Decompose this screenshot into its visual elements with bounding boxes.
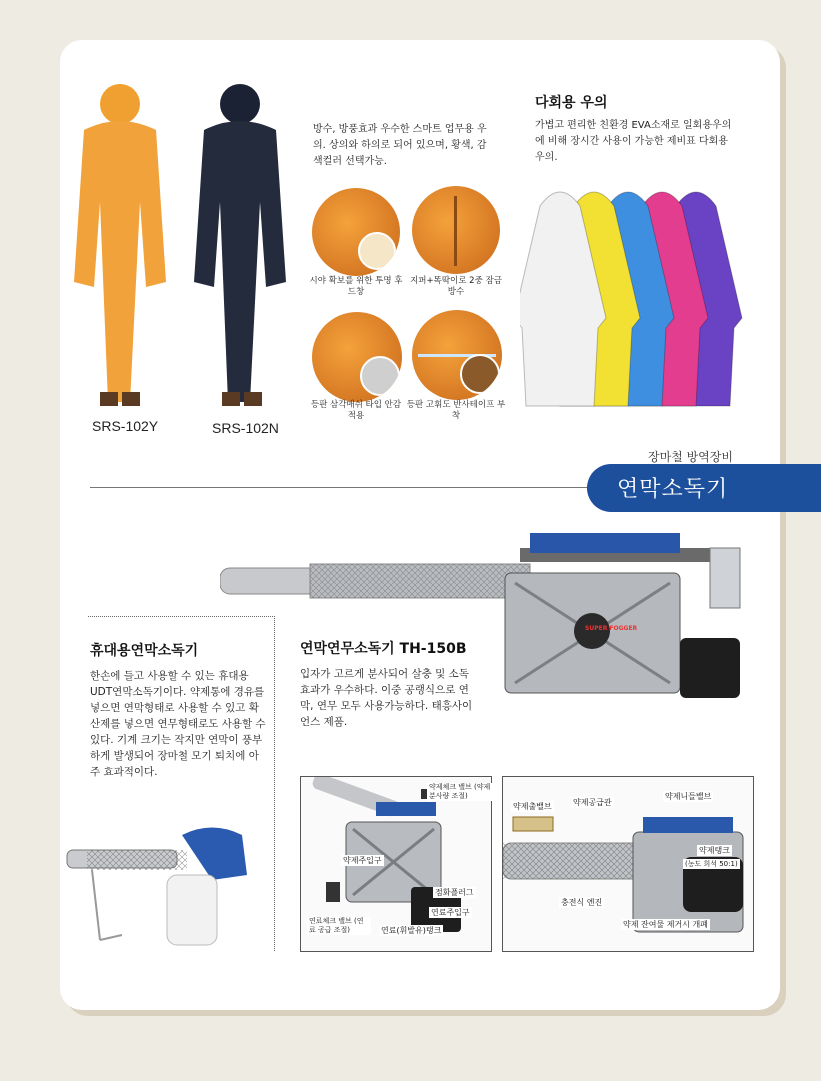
portable-fogger-image (62, 815, 262, 950)
section-title: 연막소독기 (617, 477, 729, 502)
model-label-navy: SRS-102N (212, 420, 279, 436)
diagram-left (300, 776, 492, 952)
diagram-right-label-3: 약제탱크 (699, 846, 730, 855)
feature-photo-reflective (412, 310, 502, 400)
portable-description: 한손에 들고 사용할 수 있는 휴대용 UDT연막소독기이다. 약제통에 경유를 넣으면 연막형태로 사용할 수 있고 확산제를 넣으면 연무형태로도 사용할 수 있다. 기계 크기는 작지만 연막이 풍부하게 발생되어 장마철 모기 퇴치에 아주 효과적이다. (90, 670, 266, 778)
diagram-left-label-5: 연료(휘발유)탱크 (381, 926, 442, 935)
disposable-title: 다회용 우의 (535, 95, 608, 111)
feature-label-2: 지퍼+똑딱이로 2중 잠금 방수 (410, 276, 502, 297)
feature-label-4: 등판 고휘도 반사테이프 부착 (406, 400, 506, 421)
section-subtitle: 장마철 방역장비 (648, 450, 733, 464)
diagram-right-label-0: 약제출밸브 (513, 802, 552, 811)
diagram-left-label-0: 약제체크 밸브 (약제 분사량 조절) (427, 783, 493, 801)
diagram-right-label-1: 약제공급관 (573, 798, 612, 807)
section-banner (587, 464, 821, 512)
diagram-right-label-2: 약제니들밸브 (665, 792, 712, 801)
fogger-description: 입자가 고르게 분사되어 살충 및 소독효과가 우수하다. 이중 공랭식으로 연막, 연무 모두 사용가능하다. 태흥사이언스 제품. (300, 668, 473, 728)
feature-photo-hood (312, 188, 400, 276)
portable-side-rule (274, 616, 275, 951)
diagram-left-label-3: 연료주입구 (431, 908, 470, 917)
diagram-right-label-6: 약제 잔여물 제거시 개폐 (623, 920, 708, 929)
feature-label-3: 등판 삼각매쉬 타입 안감 적용 (310, 400, 402, 421)
portable-top-rule (88, 616, 275, 617)
feature-photo-mesh (312, 312, 402, 402)
diagram-left-label-1: 약제주입구 (343, 856, 382, 865)
raincoat-yellow-image (70, 82, 170, 417)
diagram-left-label-2: 점화플러그 (435, 888, 474, 897)
diagram-right-label-5: 충전식 엔진 (561, 898, 603, 907)
diagram-left-label-4: 연료체크 밸브 (연료 공급 조절) (307, 917, 371, 935)
feature-photo-zipper (412, 186, 500, 274)
portable-title: 휴대용연막소독기 (90, 643, 199, 659)
model-label-yellow: SRS-102Y (92, 418, 159, 434)
fogger-title: 연막연무소독기 TH-150B (300, 641, 467, 657)
raincoat-description: 방수, 방풍효과 우수한 스마트 업무용 우의. 상의와 하의로 되어 있으며, 황색, 감색컬러 선택가능. (313, 124, 487, 167)
diagram-right-label-4: (농도 희석 50:1) (685, 860, 738, 868)
section-divider (90, 487, 590, 488)
diagram-right (502, 776, 754, 952)
disposable-description: 가볍고 편리한 친환경 EVA소재로 일회용우의에 비해 장시간 사용이 가능한 제비표 다회용 우의. (535, 120, 732, 163)
raincoat-navy-image (190, 82, 290, 417)
brand-badge: SUPER FOGGER (585, 625, 638, 632)
disposable-raincoats-image (520, 178, 750, 410)
feature-label-1: 시야 확보를 위한 투명 후드창 (309, 276, 403, 297)
